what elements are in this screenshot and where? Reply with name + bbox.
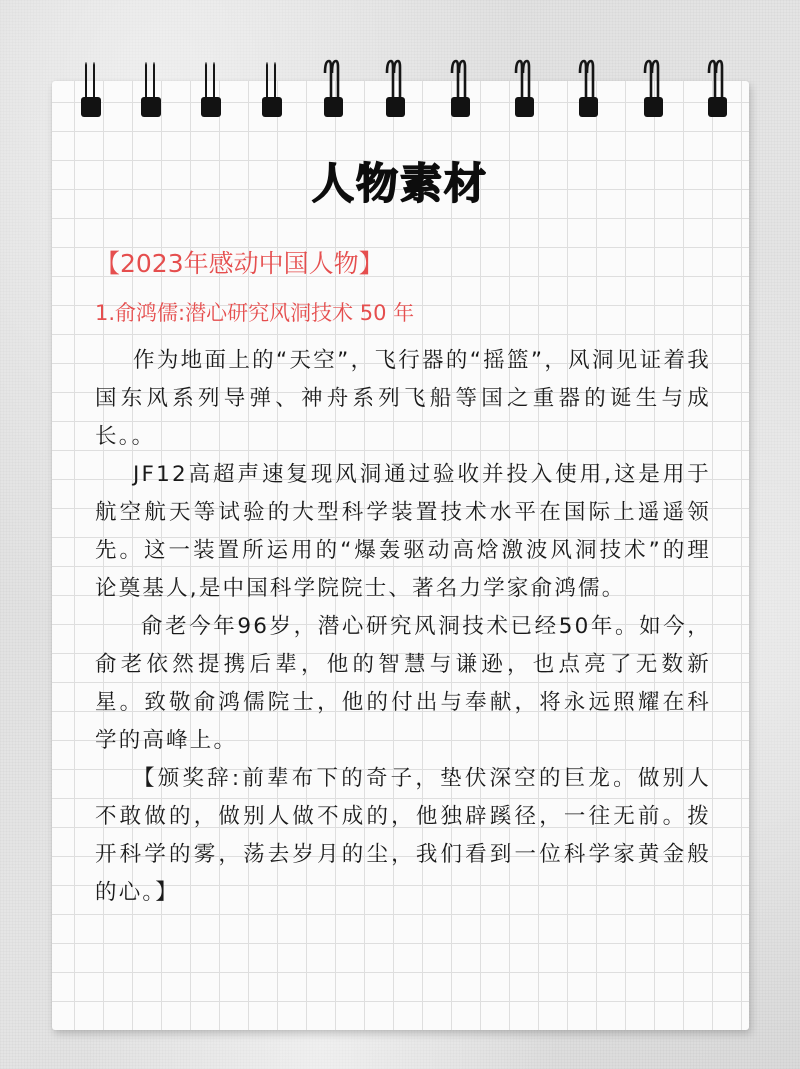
paragraph-tribute: 俞老今年96岁，潜心研究风洞技术已经50年。如今，俞老依然提携后辈，他的智慧与谦逊，也点亮了无数新星。致敬俞鸿儒院士，他的付出与奉献，将永远照耀在科学的高峰上。: [95, 614, 711, 753]
paragraph-intro: 作为地面上的“天空”，飞行器的“摇篮”，风洞见证着我国东风系列导弹、神舟系列飞船等国之重器的诞生与成长。。: [95, 348, 711, 449]
article-content: [95, 246, 711, 912]
person-heading: 1.俞鸿儒:潜心研究风洞技术 50 年: [95, 301, 415, 325]
page-title: 人物素材: [311, 159, 488, 208]
paragraph-award-citation: 【颁奖辞:前辈布下的奇子，垫伏深空的巨龙。做别人不敢做的，做别人做不成的，他独辟蹊径，一往无前。拨开科学的雾，荡去岁月的尘，我们看到一位科学家黄金般的心。】: [95, 766, 711, 905]
section-heading: 【2023年感动中国人物】: [95, 249, 384, 278]
paragraph-wind-tunnel: JF12高超声速复现风洞通过验收并投入使用,这是用于航空航天等试验的大型科学装置技术水平在国际上遥遥领先。这一装置所运用的“爆轰驱动高焓激波风洞技术”的理论奠基人,是中国科学院院士、著名力学家俞鸿儒。: [95, 462, 711, 601]
